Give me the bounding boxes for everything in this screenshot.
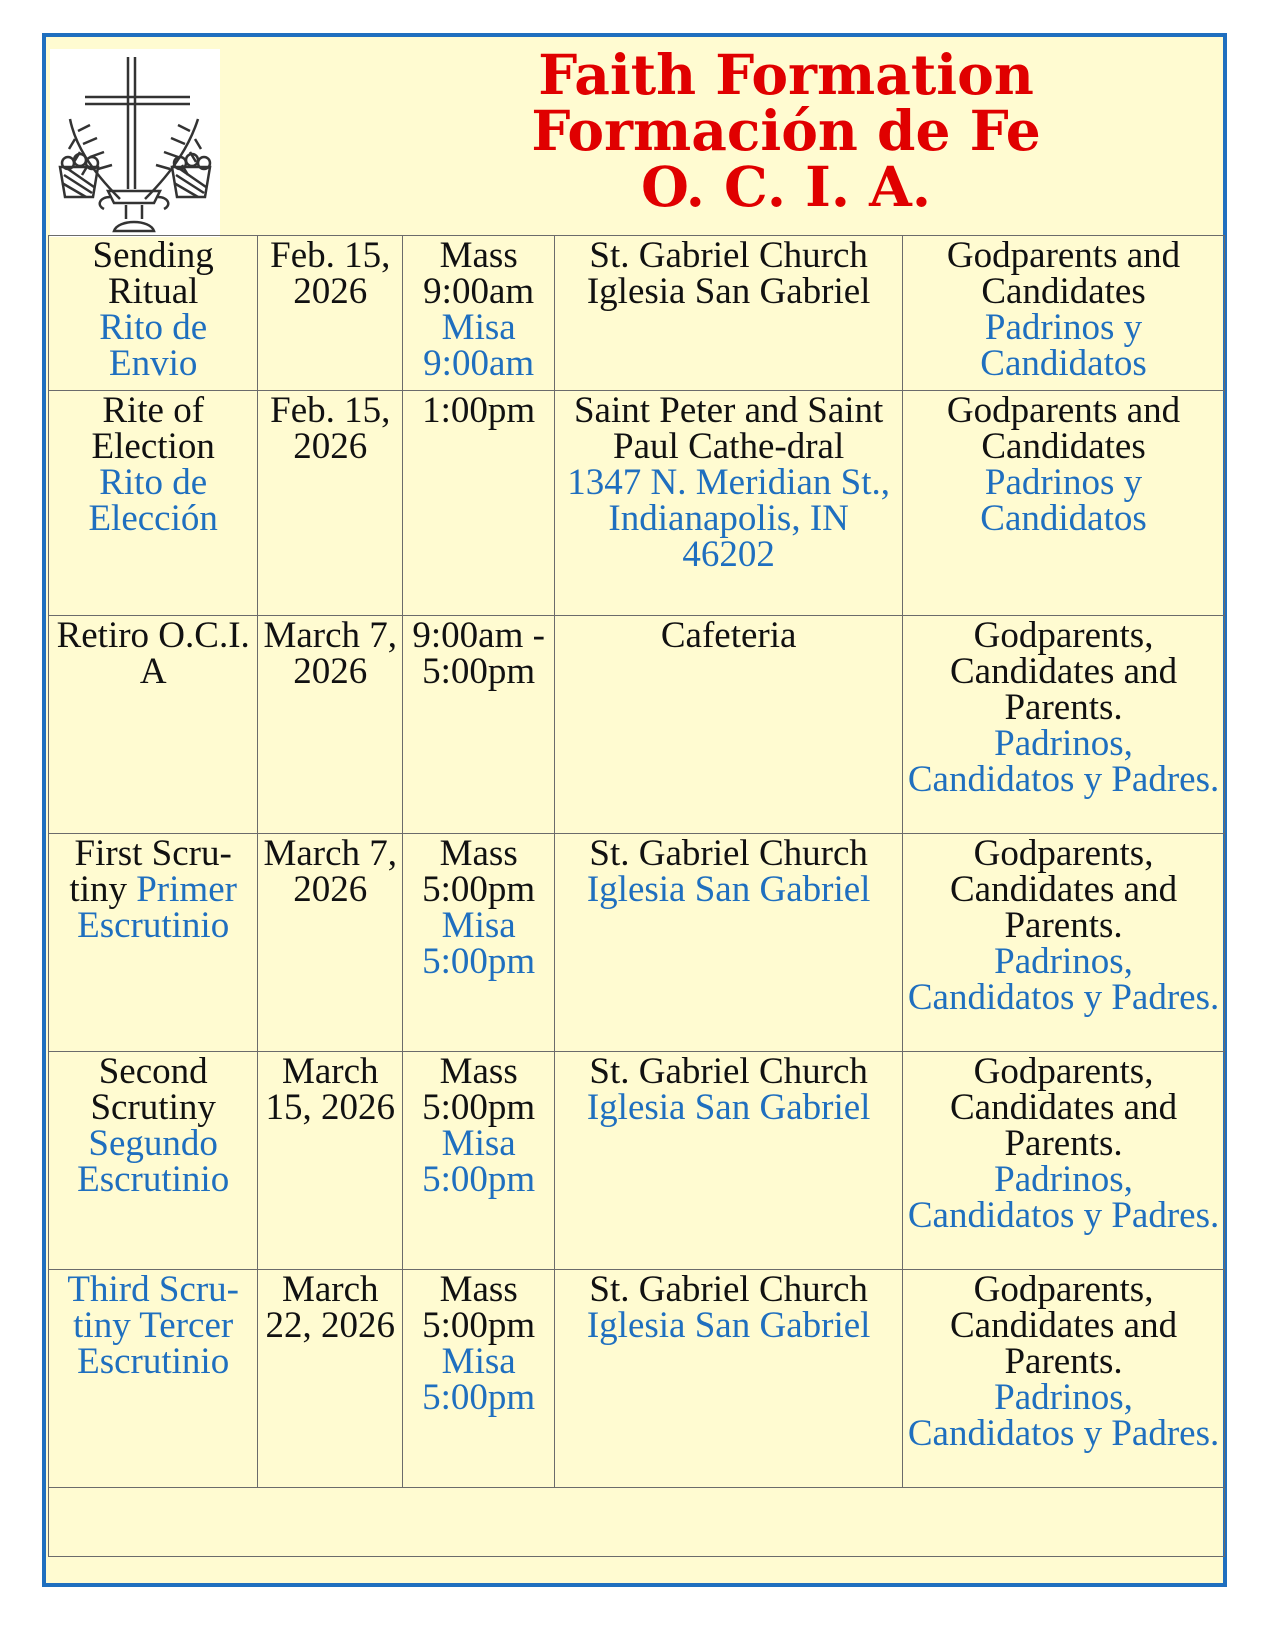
flyer-frame [42, 33, 1227, 1587]
title-line-english: Faith Formation [538, 42, 1034, 107]
place-spanish: Iglesia San Gabriel [586, 1087, 871, 1128]
time-cell [403, 1270, 555, 1488]
event-spanish: Third Scru-tiny Tercer Escrutinio [67, 1269, 239, 1382]
time-cell [403, 834, 555, 1052]
date-text: Feb. 15, 2026 [270, 390, 391, 467]
event-english: First Scru-tiny [69, 833, 232, 910]
event-spanish: Rito de Elección [88, 462, 218, 539]
event-cell [49, 834, 258, 1052]
event-spanish: Segundo Escrutinio [77, 1123, 230, 1200]
event-cell [49, 391, 258, 616]
attendees-cell [903, 1052, 1225, 1270]
date-cell [258, 236, 403, 391]
attendees-english: Godparents, Candidates and Parents. [950, 1051, 1178, 1164]
table-row [49, 1052, 1225, 1270]
title-line-ocia: O. C. I. A. [641, 154, 931, 219]
event-english: Second Scrutiny [90, 1051, 216, 1128]
logo [50, 49, 220, 237]
time-english: 9:00am - 5:00pm [412, 615, 545, 692]
attendees-cell [903, 834, 1225, 1052]
place-cell [555, 616, 903, 834]
date-cell [258, 616, 403, 834]
attendees-spanish: Padrinos, Candidatos y Padres. [907, 941, 1220, 1018]
place-cell [555, 1270, 903, 1488]
event-spanish: Primer Escrutinio [77, 869, 237, 946]
attendees-english: Godparents, Candidates and Parents. [950, 1269, 1178, 1382]
attendees-english: Godparents, Candidates and Parents. [950, 615, 1178, 728]
cross-with-palms-and-chalice-icon [50, 49, 220, 237]
table-row [49, 391, 1225, 616]
place-address: 1347 N. Meridian St., Indianapolis, IN 46202 [567, 462, 890, 575]
event-english: Retiro O.C.I. A [56, 615, 250, 692]
date-text: March 22, 2026 [265, 1269, 395, 1346]
attendees-cell [903, 391, 1225, 616]
event-cell [49, 1270, 258, 1488]
place-english: St. Gabriel Church [589, 1269, 868, 1310]
attendees-cell [903, 236, 1225, 391]
place-cell [555, 236, 903, 391]
place-english: Saint Peter and Saint Paul Cathe-dral [573, 390, 884, 467]
attendees-spanish: Padrinos, Candidatos y Padres. [907, 1159, 1220, 1236]
attendees-spanish: Padrinos, Candidatos y Padres. [907, 1377, 1220, 1454]
event-cell [49, 236, 258, 391]
schedule-table [48, 235, 1225, 1557]
attendees-cell [903, 1270, 1225, 1488]
time-cell [403, 236, 555, 391]
time-english: Mass 5:00pm [422, 1269, 536, 1346]
date-cell [258, 1052, 403, 1270]
time-spanish: Misa 5:00pm [422, 905, 536, 982]
title-line-spanish: Formación de Fe [531, 98, 1041, 163]
time-english: Mass 5:00pm [422, 1051, 536, 1128]
empty-cell [49, 1488, 1225, 1557]
place-english: Cafeteria [660, 615, 797, 656]
table-row [49, 616, 1225, 834]
place-cell [555, 834, 903, 1052]
date-text: March 7, 2026 [263, 615, 398, 692]
attendees-english: Godparents, Candidates and Parents. [950, 833, 1178, 946]
attendees-english: Godparents and Candidates [946, 390, 1181, 467]
place-cell [555, 1052, 903, 1270]
attendees-spanish: Padrinos y Candidatos [980, 462, 1147, 539]
event-english: Rite of Election [91, 390, 215, 467]
empty-row [49, 1488, 1225, 1557]
place-english: St. Gabriel Church [589, 833, 868, 874]
date-text: March 7, 2026 [263, 833, 398, 910]
date-text: March 15, 2026 [265, 1051, 395, 1128]
time-english: Mass 5:00pm [422, 833, 536, 910]
time-spanish: Misa 9:00am [423, 307, 535, 384]
time-english: 1:00pm [422, 390, 536, 431]
attendees-cell [903, 616, 1225, 834]
time-cell [403, 391, 555, 616]
time-spanish: Misa 5:00pm [422, 1123, 536, 1200]
date-cell [258, 834, 403, 1052]
place-spanish: Iglesia San Gabriel [586, 1305, 871, 1346]
time-cell [403, 616, 555, 834]
time-english: Mass 9:00am [423, 235, 535, 312]
page-title [346, 42, 1226, 219]
table-row [49, 1270, 1225, 1488]
date-cell [258, 391, 403, 616]
table-row [49, 834, 1225, 1052]
place-spanish: Iglesia San Gabriel [586, 869, 871, 910]
attendees-english: Godparents and Candidates [946, 235, 1181, 312]
attendees-spanish: Padrinos, Candidatos y Padres. [907, 723, 1220, 800]
place-english: St. Gabriel Church [589, 1051, 868, 1092]
event-english: Sending Ritual [92, 235, 214, 312]
date-text: Feb. 15, 2026 [270, 235, 391, 312]
event-spanish: Rito de Envio [99, 307, 208, 384]
place-english: St. Gabriel Church Iglesia San Gabriel [586, 235, 871, 312]
date-cell [258, 1270, 403, 1488]
time-spanish: Misa 5:00pm [422, 1341, 536, 1418]
event-cell [49, 1052, 258, 1270]
table-row [49, 236, 1225, 391]
attendees-spanish: Padrinos y Candidatos [980, 307, 1147, 384]
time-cell [403, 1052, 555, 1270]
event-cell [49, 616, 258, 834]
place-cell [555, 391, 903, 616]
